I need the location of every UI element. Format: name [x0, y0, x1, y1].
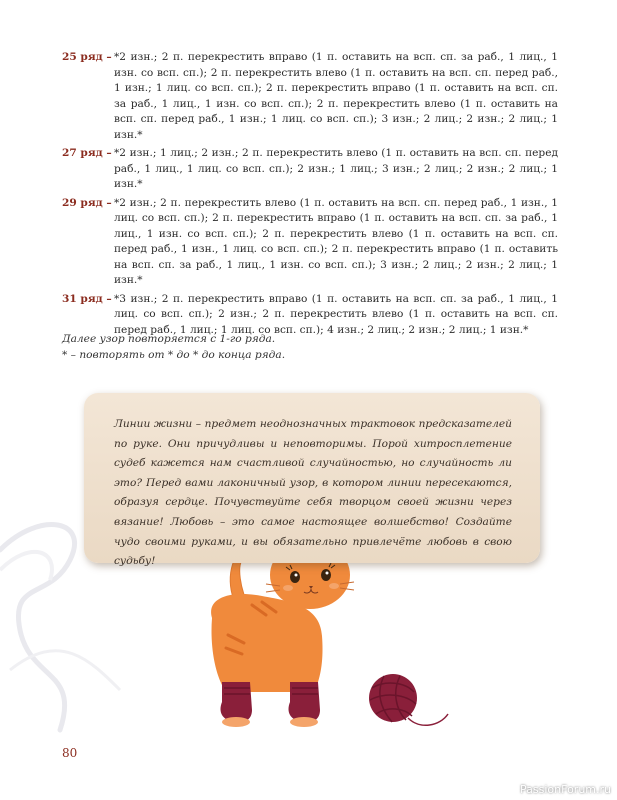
pattern-notes: [62, 332, 558, 363]
row-label: 25 ряд –: [62, 51, 112, 63]
row-label: 27 ряд –: [62, 147, 112, 159]
row-label: 31 ряд –: [62, 292, 112, 305]
asterisk-note: * – повторять от * до * до конца ряда.: [62, 348, 286, 361]
row-instructions: *2 изн.; 2 п. перекрестить влево (1 п. оставить на всп. сп. перед раб., 1 изн., 1 лиц. со всп. сп.); 2 п. перекрестить вправо (1 п. оставить на всп. сп. за раб., 1 лиц., 1 изн. со всп. сп.); 2 п. перекрестить влево (1 п. оставить на всп. сп. перед раб., 1 изн., 1 лиц. со всп. сп.); 2 п. перекрестить вправо (1 п. оставить на всп. сп. за раб., 1 лиц., 1 изн. со всп. сп.); 3 изн.; 2 лиц.; 2 изн.; 2 лиц.; 1 изн.*: [114, 196, 558, 286]
pattern-rows: [62, 50, 558, 341]
row-instructions: *3 изн.; 2 п. перекрестить вправо (1 п. оставить на всп. сп. за раб., 1 лиц., 1 лиц. со всп. сп.); 2 изн.; 2 п. перекрестить влево (1 п. оставить на всп. сп. перед раб., 1 лиц.; 1 лиц. со всп. сп.); 4 изн.; 2 лиц.; 2 изн.; 2 лиц.; 1 изн.*: [114, 292, 558, 336]
page-number: 80: [62, 746, 78, 760]
quote-card: [84, 393, 540, 568]
row-instructions: *2 изн.; 1 лиц.; 2 изн.; 2 п. перекрестить влево (1 п. оставить на всп. сп. перед раб., 1 лиц., 1 лиц. со всп. сп.); 2 изн.; 1 лиц.; 3 изн.; 2 лиц.; 2 изн.; 2 лиц.; 1 изн.*: [114, 147, 558, 190]
quote-text: Линии жизни – предмет неоднозначных трактовок предсказателей по руке. Они причудливы и неповторимы. Порой хитросплетение судеб кажется нам счастливой случайностью, но случайность ли это? Перед вами лаконичный узор, в котором линии пересекаются, образуя сердце. Почувствуйте себя творцом своей жизни через вязание! Любовь – это самое настоящее волшебство! Создайте чудо своими руками, и вы обязательно привлечёте любовь в свою судьбу!: [114, 418, 512, 568]
yarn-strand-light: [0, 525, 75, 730]
pattern-row-27: [62, 146, 558, 193]
pattern-row-25: [62, 50, 558, 143]
pattern-row-29: [62, 196, 558, 289]
watermark: PassionForum.ru: [520, 783, 611, 796]
repeat-note: Далее узор повторяется с 1-го ряда.: [62, 333, 276, 345]
row-instructions: *2 изн.; 2 п. перекрестить вправо (1 п. оставить на всп. сп. за раб., 1 лиц., 1 изн. со всп. сп.); 2 п. перекрестить влево (1 п. оставить на всп. сп. перед раб., 1 изн.; 1 лиц. со всп. сп.); 2 п. перекрестить вправо (1 п. оставить на всп. сп. за раб., 1 лиц., 1 изн. со всп. сп.); 2 п. перекрестить влево (1 п. оставить на всп. сп. перед раб., 1 изн.; 1 лиц. со всп. сп.); 3 изн.; 2 лиц.; 2 изн.; 2 лиц.; 1 изн.*: [114, 51, 558, 141]
yarn-thread: [408, 714, 448, 725]
row-label: 29 ряд –: [62, 196, 112, 209]
